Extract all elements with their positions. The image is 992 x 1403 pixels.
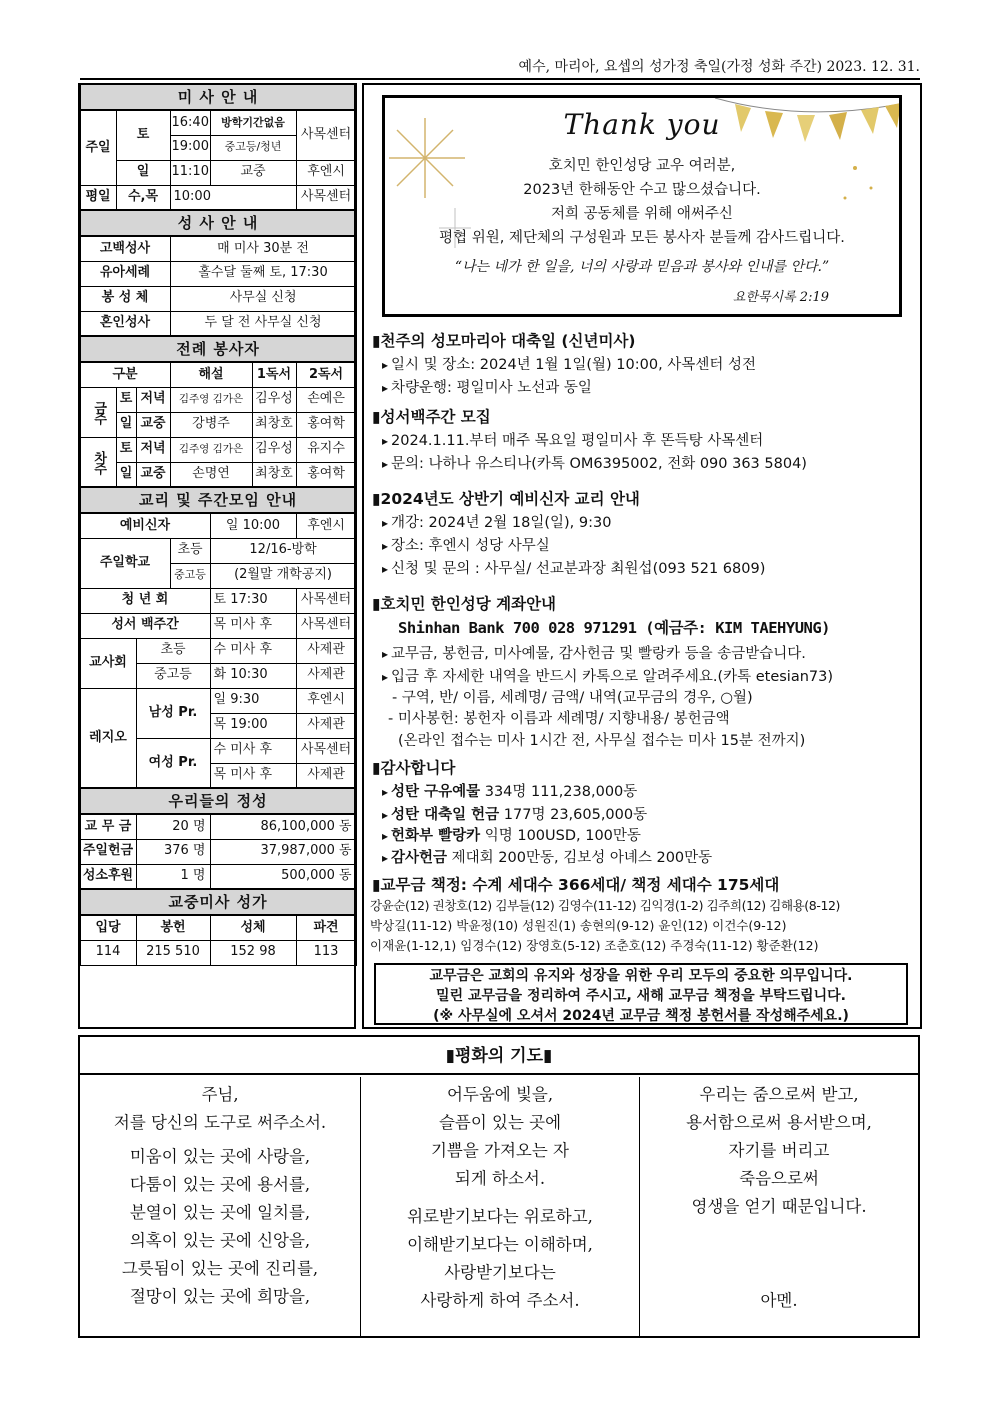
offering-key: 주일헌금: [80, 839, 136, 864]
thank-you-title: Thank you: [563, 108, 721, 141]
mass-time: 16:40: [170, 110, 210, 135]
thanks-item-label: 성탄 구유예물: [391, 784, 481, 800]
servers-name: 유지수: [296, 437, 356, 462]
bullet-item: ▸ 입금 후 자세한 내역을 반드시 카톡으로 알려주세요.(카톡 etesian73): [382, 665, 833, 686]
offering-count: 20 명: [136, 814, 210, 839]
sacrament-value: 사무실 신청: [170, 286, 356, 311]
prayer-line: 다툼이 있는 곳에 용서를,: [129, 1175, 311, 1194]
servers-next-week: 차주: [80, 437, 116, 487]
teachers-time: 화 10:30: [210, 663, 296, 688]
bullet-item: ▸ 문의: 나하나 유스티나(카톡 OM6395002, 전화 090 363 5804): [382, 452, 807, 473]
notice-line: 교무금은 교회의 유지와 성장을 위한 우리 모두의 중요한 의무입니다.: [429, 968, 853, 984]
prayer-line: 절망이 있는 곳에 희망을,: [129, 1287, 311, 1306]
youth-label: 청 년 회: [80, 588, 210, 613]
thank-you-card: [382, 95, 902, 317]
teachers-place: 사제관: [296, 663, 356, 688]
mass-time: 10:00: [170, 185, 296, 210]
thanks-item-label: 감사헌금: [391, 850, 448, 866]
teachers-time: 수 미사 후: [210, 638, 296, 663]
thanks-item-value: 177명 23,605,000동: [499, 807, 648, 823]
prayer-title: ▮평화의 기도▮: [80, 1037, 918, 1075]
prayer-column: [640, 1077, 918, 1338]
sacrament-key: 고백성사: [80, 236, 170, 261]
servers-name: 홍여학: [296, 412, 356, 437]
servers-name: 최창호: [252, 412, 296, 437]
bullet-item: [382, 846, 712, 867]
hymn-number: 152 98: [210, 940, 296, 965]
legio-time: 일 9:30: [210, 688, 296, 713]
sacrament-value: 두 달 전 사무실 신청: [170, 311, 356, 336]
mass-wed-thu: 수,목: [116, 185, 170, 210]
catechumen-place: 후엔시: [296, 513, 356, 538]
prayer-line: 사랑받기보다는: [444, 1263, 556, 1282]
hymns-title: 교중미사 성가: [80, 889, 356, 915]
thanks-item-value: 익명 100USD, 100만동: [480, 828, 641, 844]
section-tithe: ▮교무금 책정: 수계 세대수 366세대/ 책정 세대수 175세대: [372, 876, 780, 894]
catechism-title: 교리 및 주간모임 안내: [80, 487, 356, 513]
servers-name: 김주영 김가은: [170, 387, 252, 412]
thanks-item-label: 헌화부 빨랑카: [391, 828, 481, 844]
legio-time: 목 미사 후: [210, 763, 296, 788]
prayer-line: 기쁨을 가져오는 자: [430, 1141, 569, 1160]
hymn-number: 113: [296, 940, 356, 965]
offering-key: 교 무 금: [80, 814, 136, 839]
sunday-school-middle: 중고등: [170, 563, 210, 588]
bullet-item: ▸ 신청 및 문의 : 사무실/ 선교분과장 최원섭(093 521 6809): [382, 557, 765, 578]
bullet-item: ▸ 교무금, 봉헌금, 미사예물, 감사헌금 및 빨랑카 등을 송금받습니다.: [382, 642, 806, 663]
prayer-line: 분열이 있는 곳에 일치를,: [129, 1203, 311, 1222]
legio-label: 레지오: [80, 688, 136, 788]
mass-target: 방학기간없음: [210, 110, 296, 135]
prayer-line: 이해받기보다는 이해하며,: [407, 1235, 593, 1254]
servers-mass: 저녁: [136, 437, 170, 462]
mass-sun: 일: [116, 160, 170, 185]
sacrament-key: 유아세례: [80, 261, 170, 286]
servers-name: 최창호: [252, 462, 296, 487]
legio-male: 남성 Pr.: [136, 688, 210, 738]
prayer-line: 아멘.: [760, 1291, 798, 1310]
youth-place: 사목센터: [296, 588, 356, 613]
prayer-column: [80, 1077, 361, 1338]
legio-time: 수 미사 후: [210, 738, 296, 763]
offering-amount: 37,987,000 동: [210, 839, 356, 864]
servers-header: 1독서: [252, 362, 296, 387]
servers-day: 토: [116, 437, 136, 462]
legio-female: 여성 Pr.: [136, 738, 210, 788]
note-line: - 미사봉헌: 봉헌자 이름과 세례명/ 지향내용/ 봉헌금액: [388, 711, 730, 727]
servers-name: 김우성: [252, 437, 296, 462]
prayer-column: [361, 1077, 640, 1338]
thanks-line: 호치민 한인성당 교우 여러분,: [548, 158, 736, 174]
servers-mass: 저녁: [136, 387, 170, 412]
prayer-box: [78, 1035, 920, 1338]
offering-title: 우리들의 정성: [80, 788, 356, 814]
section-catechumen: ▮2024년도 상반기 예비신자 교리 안내: [372, 490, 640, 508]
servers-title: 전례 봉사자: [80, 336, 356, 362]
teachers-middle: 중고등: [136, 663, 210, 688]
section-bank-account: ▮호치민 한인성당 계좌안내: [372, 595, 557, 613]
left-column: [79, 83, 355, 966]
prayer-line: 우리는 줌으로써 받고,: [699, 1085, 859, 1104]
servers-name: 김주영 김가은: [170, 437, 252, 462]
prayer-line: 주님,: [201, 1085, 239, 1104]
bullet-item: ▸ 개강: 2024년 2월 18일(일), 9:30: [382, 511, 611, 532]
hymn-header: 입당: [80, 915, 136, 940]
hymn-header: 성체: [210, 915, 296, 940]
prayer-line: 슬픔이 있는 곳에: [438, 1113, 562, 1132]
servers-name: 홍여학: [296, 462, 356, 487]
mass-target: 교중: [210, 160, 296, 185]
sunday-school-info: (2월말 개학공지): [210, 563, 356, 588]
tithe-names: 강윤순(12) 권창호(12) 김부들(12) 김영수(11-12) 김익경(1-2) 김주희(12) 김해용(8-12): [370, 898, 841, 913]
notice-line: 밀린 교무금을 정리하여 주시고, 새해 교무금 책정을 부탁드립니다.: [436, 988, 846, 1004]
bible-label: 성서 백주간: [80, 613, 210, 638]
sunday-school-label: 주일학교: [80, 538, 170, 588]
prayer-line: 용서함으로써 용서받으며,: [686, 1113, 872, 1132]
offering-amount: 500,000 동: [210, 864, 356, 889]
mass-title: 미 사 안 내: [80, 84, 356, 110]
mass-place: 사목센터: [296, 185, 356, 210]
mass-target: 중고등/청년: [210, 135, 296, 160]
prayer-line: 위로받기보다는 위로하고,: [407, 1207, 593, 1226]
sunday-school-info: 12/16-방학: [210, 538, 356, 563]
bullet-item: ▸ 장소: 후엔시 성당 사무실: [382, 534, 550, 555]
legio-place: 사제관: [296, 713, 356, 738]
mass-weekday: 평일: [80, 185, 116, 210]
bullet-item: [382, 803, 647, 824]
mass-sat: 토: [116, 110, 170, 160]
mass-time: 11:10: [170, 160, 210, 185]
servers-this-week: 금주: [80, 387, 116, 437]
prayer-line: 사랑하게 하여 주소서.: [420, 1291, 580, 1310]
sacrament-value: 홀수달 둘째 토, 17:30: [170, 261, 356, 286]
notice-line: (※ 사무실에 오셔서 2024년 교무금 책정 봉헌서를 작성해주세요.): [433, 1008, 849, 1024]
prayer-line: 자기를 버리고: [728, 1141, 830, 1160]
bulletin-header: 예수, 마리아, 요셉의 성가정 축일(가정 성화 주간) 2023. 12. 31.: [518, 59, 920, 75]
bible-place: 사목센터: [296, 613, 356, 638]
servers-header: 구분: [80, 362, 170, 387]
hymn-number: 215 510: [136, 940, 210, 965]
offering-key: 성소후원: [80, 864, 136, 889]
prayer-line: 되게 하소서.: [454, 1169, 546, 1188]
servers-name: 손명연: [170, 462, 252, 487]
catechumen-label: 예비신자: [80, 513, 210, 538]
prayer-line: 저를 당신의 도구로 써주소서.: [113, 1113, 327, 1132]
prayer-line: 죽음으로써: [739, 1169, 819, 1188]
prayer-line: 어두움에 빛을,: [446, 1085, 554, 1104]
thanks-quote: “나는 네가 한 일을, 너의 사랑과 믿음과 봉사와 인내를 안다.”: [454, 259, 830, 275]
legio-place: 사목센터: [296, 738, 356, 763]
servers-name: 손예은: [296, 387, 356, 412]
prayer-line: 그릇됨이 있는 곳에 진리를,: [121, 1259, 319, 1278]
bullet-item: ▸ 일시 및 장소: 2024년 1월 1일(월) 10:00, 사목센터 성전: [382, 353, 756, 374]
sacrament-key: 혼인성사: [80, 311, 170, 336]
servers-name: 강병주: [170, 412, 252, 437]
thanks-line: 2023년 한해동안 수고 많으셨습니다.: [523, 182, 761, 198]
hymn-header: 파견: [296, 915, 356, 940]
servers-day: 일: [116, 462, 136, 487]
servers-mass: 교중: [136, 412, 170, 437]
bible-time: 목 미사 후: [210, 613, 296, 638]
thanks-item-value: 334명 111,238,000동: [480, 784, 638, 800]
tithe-notice: [374, 963, 908, 1025]
sacrament-title: 성 사 안 내: [80, 210, 356, 236]
offering-count: 1 명: [136, 864, 210, 889]
bullet-item: [382, 824, 641, 845]
thanks-item-label: 성탄 대축일 헌금: [391, 807, 500, 823]
sacrament-key: 봉 성 체: [80, 286, 170, 311]
youth-time: 토 17:30: [210, 588, 296, 613]
sacrament-value: 매 미사 30분 전: [170, 236, 356, 261]
servers-header: 2독서: [296, 362, 356, 387]
servers-header: 해설: [170, 362, 252, 387]
thanks-item-value: 제대회 200만동, 김보성 아녜스 200만동: [447, 850, 713, 866]
bullet-item: [382, 780, 637, 801]
hymn-header: 봉헌: [136, 915, 210, 940]
servers-name: 김우성: [252, 387, 296, 412]
note-line: - 구역, 반/ 이름, 세례명/ 금액/ 내역(교무금의 경우, ○월): [392, 690, 753, 706]
legio-place: 후엔시: [296, 688, 356, 713]
teachers-elem: 초등: [136, 638, 210, 663]
mass-place: 사목센터: [296, 110, 356, 160]
section-new-year-mass: ▮천주의 성모마리아 대축일 (신년미사): [372, 332, 636, 350]
bank-account: Shinhan Bank 700 028 971291 (예금주: KIM TAEHYUNG): [398, 619, 831, 637]
section-bible-study: ▮성서백주간 모집: [372, 408, 491, 426]
catechumen-time: 일 10:00: [210, 513, 296, 538]
servers-mass: 교중: [136, 462, 170, 487]
legio-place: 사제관: [296, 763, 356, 788]
mass-place: 후엔시: [296, 160, 356, 185]
hymn-number: 114: [80, 940, 136, 965]
right-column: [362, 83, 922, 1029]
prayer-line: 미움이 있는 곳에 사랑을,: [129, 1147, 311, 1166]
offering-count: 376 명: [136, 839, 210, 864]
teachers-place: 사제관: [296, 638, 356, 663]
thanks-line: 저희 공동체를 위해 애써주신: [551, 206, 733, 222]
servers-day: 일: [116, 412, 136, 437]
prayer-line: 영생을 얻기 때문입니다.: [691, 1197, 867, 1216]
mass-time: 19:00: [170, 135, 210, 160]
section-thanks: ▮감사합니다: [372, 759, 456, 777]
prayer-line: 의혹이 있는 곳에 신앙을,: [129, 1231, 311, 1250]
legio-time: 목 19:00: [210, 713, 296, 738]
header-rule: [80, 78, 920, 80]
servers-day: 토: [116, 387, 136, 412]
sunday-school-elem: 초등: [170, 538, 210, 563]
info-table: [79, 83, 357, 966]
bullet-item: ▸ 차량운행: 평일미사 노선과 동일: [382, 376, 592, 397]
mass-sunday: 주일: [80, 110, 116, 185]
thanks-reference: 요한묵시록 2:19: [732, 290, 829, 305]
bullet-item: ▸ 2024.1.11.부터 매주 목요일 평일미사 후 똔득탕 사목센터: [382, 429, 763, 450]
thanks-line: 평협 위원, 제단체의 구성원과 모든 봉사자 분들께 감사드립니다.: [439, 230, 845, 246]
tithe-names: 이재윤(1-12,1) 임경수(12) 장영호(5-12) 조춘호(12) 주경숙(11-12) 황준환(12): [370, 938, 819, 953]
teachers-label: 교사회: [80, 638, 136, 688]
tithe-names: 박상길(11-12) 박윤정(10) 성원진(1) 송현의(9-12) 윤인(12) 이건수(9-12): [370, 918, 787, 933]
note-line: (온라인 접수는 미사 1시간 전, 사무실 접수는 미사 15분 전까지): [398, 733, 806, 749]
offering-amount: 86,100,000 동: [210, 814, 356, 839]
